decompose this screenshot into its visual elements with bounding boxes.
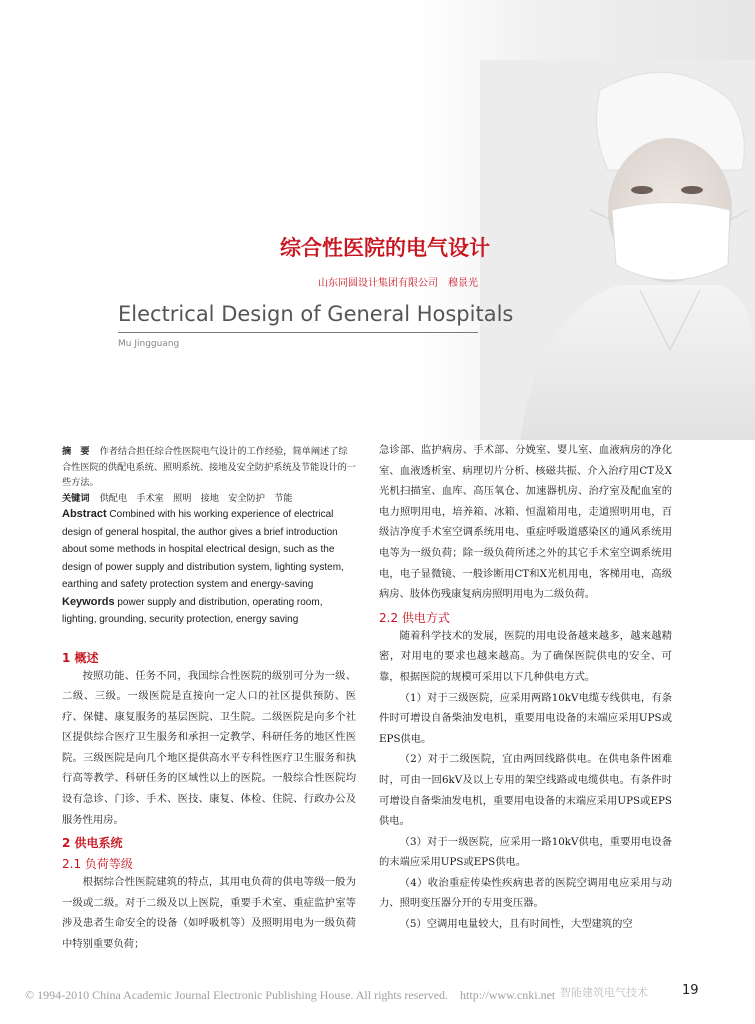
section-2-1-heading: 2.1 负荷等级 (62, 857, 133, 872)
section-2-1-paragraph: 根据综合性医院建筑的特点，其用电负荷的供电等级一般为一级或二级。对于二级及以上医院，重要手术室、重症监护室等涉及患者生命安全的设备（如呼吸机等）及照明用电为一级负荷中特别重要负荷； (62, 876, 356, 951)
supply-mode-item-5: （5）空调用电量较大，且有时间性，大型建筑的空 (399, 918, 633, 931)
right-column (379, 440, 672, 935)
article-title: 综合性医院的电气设计 (280, 236, 490, 260)
abstract-en: Abstract Combined with his working experience of electrical design of general hospital, the author gives a brief introduction about some methods in hospital electrical design, such as the design of power supply and distribution system, lighting system, earthing and safety protection system and energy-saving (62, 508, 344, 590)
supply-mode-item-1: （1）对于三级医院，应采用两路10kV电缆专线供电，有条件时可增设自备柴油发电机，重要用电设备的末端应采用UPS或EPS供电。 (379, 691, 672, 745)
copyright-notice: © 1994-2010 China Academic Journal Electronic Publishing House. All rights reserved. http://www.cnki.net (25, 988, 556, 1002)
page-number: 19 (682, 983, 699, 998)
magazine-name: 智能建筑电气技术 (560, 986, 648, 999)
supply-mode-item-4: （4）收治重症传染性疾病患者的医院空调用电应采用与动力、照明变压器分开的专用变压器。 (379, 876, 672, 910)
keywords-en: Keywords power supply and distribution, operating room, lighting, grounding, security protection, energy saving (62, 595, 323, 625)
section-2-2-heading: 2.2 供电方式 (379, 610, 450, 625)
english-title: Electrical Design of General Hospitals (118, 302, 514, 326)
left-column (62, 444, 356, 955)
author-affiliation: 山东同圆设计集团有限公司 穆景光 (318, 278, 478, 289)
abstract-cn: 摘 要 作者结合担任综合性医院电气设计的工作经验，简单阐述了综合性医院的供配电系统、照明系统、接地及安全防护系统及节能设计的一些方法。 (62, 446, 356, 488)
surgeon-photo (480, 60, 755, 440)
section-1-heading: 1 概述 (62, 650, 99, 665)
english-author: Mu Jingguang (118, 339, 180, 349)
section-2-heading: 2 供电系统 (62, 836, 123, 851)
supply-mode-item-2: （2）对于二级医院，宜由两回线路供电。在供电条件困难时，可由一回6kV及以上专用的架空线路或电缆供电。有条件时可增设自备柴油发电机，重要用电设备的末端应采用UPS或EPS供电。 (379, 753, 672, 828)
supply-mode-intro: 随着科学技术的发展，医院的用电设备越来越多，越来越精密，对用电的要求也越来越高。为了确保医院供电的安全、可靠，根据医院的规模可采用以下几种供电方式。 (379, 629, 672, 683)
supply-mode-item-3: （3）对于一级医院，应采用一路10kV供电，重要用电设备的末端应采用UPS或EPS供电。 (379, 835, 672, 869)
load-level-continued: 急诊部、监护病房、手术部、分娩室、婴儿室、血液病房的净化室、血液透析室、病理切片分析、核磁共振、介入治疗用CT及X光机扫描室、血库、高压氧仓、加速器机房、治疗室及配血室的电力照明用电，培养箱、冰箱、恒温箱用电，走道照明用电，百级洁净度手术室空调系统用电、重症呼吸道感染区的通风系统用电等为一级负荷；除一级负荷所述之外的其它手术室空调系统用电，电子显微镜、一般诊断用CT和X光机用电，客梯用电，高级病房、肢体伤残康复病房照明用电为二级负荷。 (379, 444, 672, 601)
keywords-cn: 关键词 供配电 手术室 照明 接地 安全防护 节能 (62, 492, 293, 504)
section-1-paragraph: 按照功能、任务不同，我国综合性医院的级别可分为一级、二级、三级。一级医院是直接向一定人口的社区提供预防、医疗、保健、康复服务的基层医院、卫生院。二级医院是向多个社区提供综合医疗卫生服务和承担一定教学、科研任务的地区性医院。三级医院是向几个地区提供高水平专科性医疗卫生服务和执行高等教学、科研任务的区域性以上的医院。一般综合性医院均设有急诊、门诊、手术、医技、康复、体检、住院、行政办公及服务性用房。 (62, 669, 356, 826)
title-divider (118, 332, 478, 333)
